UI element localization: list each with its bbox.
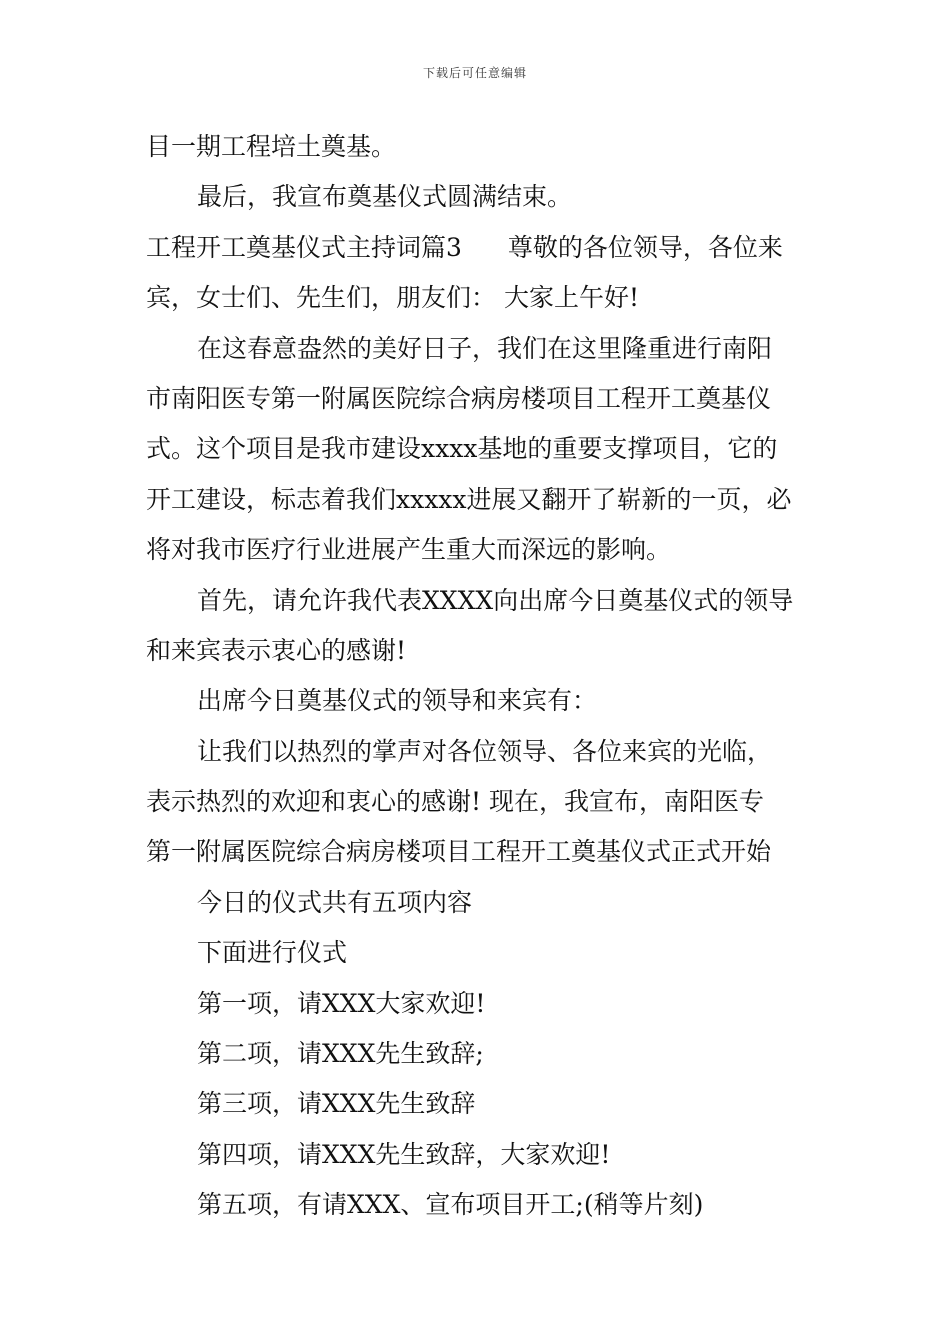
text-line: 开工建设，标志着我们xxxxx进展又翻开了崭新的一页，必 (146, 484, 792, 514)
text-line: 在这春意盎然的美好日子，我们在这里隆重进行南阳 (197, 333, 773, 363)
text-line: 表示热烈的欢迎和衷心的感谢! 现在，我宣布，南阳医专 (146, 787, 764, 817)
text-line: 和来宾表示衷心的感谢! (146, 635, 407, 665)
text-line: 式。这个项目是我市建设xxxx基地的重要支撑项目，它的 (146, 434, 778, 464)
agenda-item: 第一项，请XXX大家欢迎! (197, 988, 486, 1018)
text-line: 将对我市医疗行业进展产生重大而深远的影响。 (146, 535, 672, 565)
text-line: 目一期工程培土奠基。 (146, 132, 397, 161)
text-line: 首先，请允许我代表XXXX向出席今日奠基仪式的领导 (197, 585, 794, 615)
text-line: 市南阳医专第一附属医院综合病房楼项目工程开工奠基仪 (146, 383, 772, 413)
text-line: 第一附属医院综合病房楼项目工程开工奠基仪式正式开始 (146, 837, 772, 867)
text-line: 今日的仪式共有五项内容 (197, 887, 473, 917)
agenda-item: 第四项，请XXX先生致辞，大家欢迎! (197, 1139, 611, 1169)
agenda-item: 第三项，请XXX先生致辞 (197, 1089, 476, 1119)
text-line: 出席今日奠基仪式的领导和来宾有： (197, 686, 598, 716)
document-body (146, 122, 810, 1231)
text-segment: 尊敬的各位领导，各位来 (507, 232, 783, 262)
agenda-item: 第五项，有请XXX、宣布项目开工;(稍等片刻) (197, 1190, 704, 1220)
page-header: 下载后可任意编辑 (422, 66, 527, 80)
text-line: 宾，女士们、先生们，朋友们： 大家上午好! (146, 283, 639, 313)
section-heading: 工程开工奠基仪式主持词篇3 (146, 232, 462, 262)
agenda-item: 第二项，请XXX先生致辞; (197, 1039, 484, 1069)
text-line: 让我们以热烈的掌声对各位领导、各位来宾的光临， (197, 736, 773, 766)
text-line: 下面进行仪式 (197, 938, 348, 968)
text-line-with-heading (146, 223, 810, 273)
text-line: 最后，我宣布奠基仪式圆满结束。 (197, 182, 573, 212)
